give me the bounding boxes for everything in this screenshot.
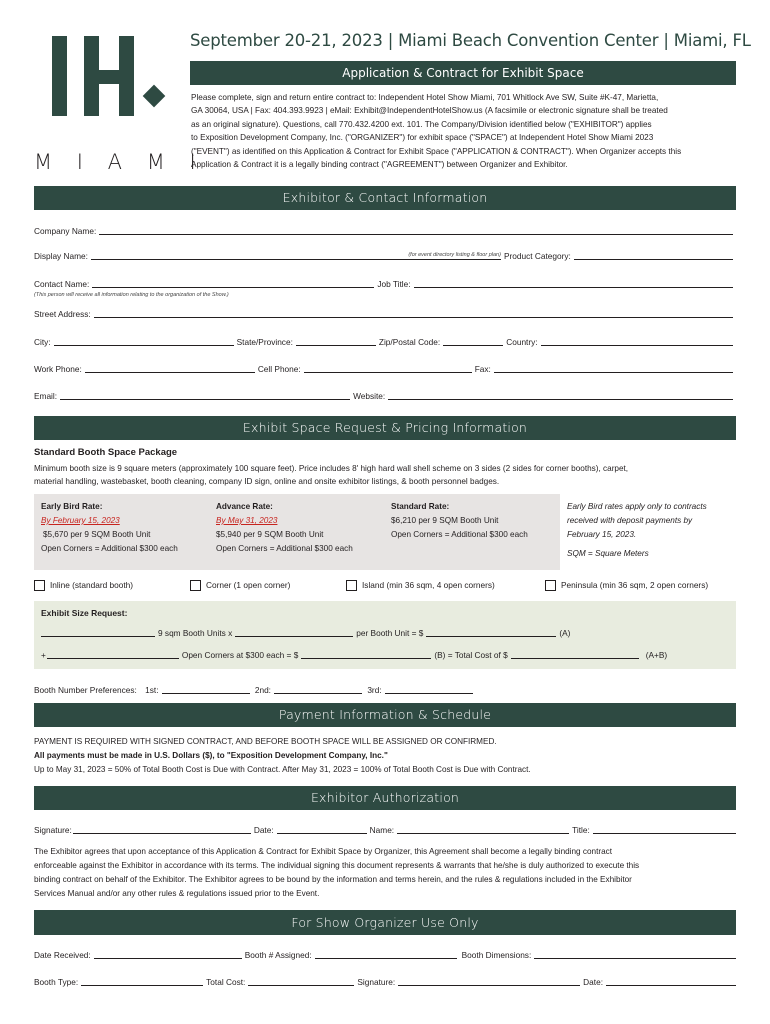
state-field[interactable]: [296, 336, 376, 346]
country-label: Country:: [506, 337, 538, 347]
city-row: [34, 336, 736, 347]
company-name-row: [34, 225, 736, 236]
early-bird-corners: Open Corners = Additional $300 each: [41, 544, 178, 553]
booth-type-label: Inline (standard booth): [50, 580, 134, 590]
size-ab-label: (A+B): [645, 650, 668, 660]
pref-2-field[interactable]: [274, 684, 362, 694]
organizer-section-title: For Show Organizer Use Only: [291, 915, 479, 930]
booth-units-field[interactable]: [41, 627, 155, 637]
logo-letter-i: [52, 36, 67, 116]
authorization-section-header: [34, 786, 736, 810]
organizer-row-1: [34, 949, 736, 960]
standard-price: $6,210 per 9 SQM Booth Unit: [391, 516, 499, 525]
organizer-date-label: Date:: [583, 977, 604, 987]
payment-line: PAYMENT IS REQUIRED WITH SIGNED CONTRACT, AND BEFORE BOOTH SPACE WILL BE ASSIGNED OR CONFIRMED.: [34, 737, 497, 746]
total-a-field[interactable]: [426, 627, 556, 637]
size-corners-label: Open Corners at $300 each = $: [181, 650, 299, 660]
display-name-field[interactable]: [91, 250, 501, 260]
booth-type-field[interactable]: [81, 976, 203, 986]
rates-note-line: received with deposit payments by: [567, 516, 693, 525]
city-label: City:: [34, 337, 51, 347]
standard-corners: Open Corners = Additional $300 each: [391, 530, 528, 539]
pref-3-field[interactable]: [385, 684, 473, 694]
rates-note-line: February 15, 2023.: [567, 530, 637, 539]
job-title-label: Job Title:: [377, 279, 411, 289]
size-per-unit-label: per Booth Unit = $: [356, 628, 424, 638]
email-row: [34, 390, 736, 401]
product-category-field[interactable]: [574, 250, 733, 260]
organizer-signature-field[interactable]: [398, 976, 580, 986]
logo-city: M I A M I: [34, 150, 205, 174]
size-request-title: Exhibit Size Request:: [41, 608, 128, 618]
event-line: September 20-21, 2023 | Miami Beach Convention Center | Miami, FL: [190, 31, 751, 50]
title-label: Title:: [572, 825, 590, 835]
street-address-row: [34, 308, 736, 319]
signature-row: [34, 824, 736, 835]
authorization-line: binding contract on behalf of the Exhibitor. The Exhibitor agrees to be bound by the information and terms herein, and the rules & regulations included in the Exhibitor: [34, 875, 632, 884]
fax-label: Fax:: [474, 364, 491, 374]
intro-line: Please complete, sign and return entire contract to: Independent Hotel Show Miami, 701 Whitlock Ave SW, Suite #K-47, Marietta,: [191, 93, 659, 102]
payment-schedule-line: Up to May 31, 2023 = 50% of Total Booth Cost is Due with Contract. After May 31, 2023 = 100% of Total Booth Cost is Due with Contract.: [34, 765, 531, 774]
standard-title: Standard Rate:: [391, 502, 450, 511]
checkbox-island[interactable]: [346, 580, 357, 591]
intro-line: to Exposition Development Company, Inc. ("ORGANIZER") for exhibit space ("SPACE") at Independent Hotel Show Miami 2023: [191, 133, 654, 143]
booth-type-label: Island (min 36 sqm, 4 open corners): [362, 580, 495, 590]
date-received-field[interactable]: [94, 949, 242, 959]
booth-type-corner[interactable]: [190, 580, 290, 591]
pricing-section-header: [34, 416, 736, 440]
display-name-row: [34, 250, 736, 261]
title-bar: [190, 61, 736, 85]
advance-price: $5,940 per 9 SQM Booth Unit: [216, 530, 324, 539]
work-phone-label: Work Phone:: [34, 364, 82, 374]
total-ab-field[interactable]: [511, 649, 639, 659]
open-corners-field[interactable]: [47, 649, 179, 659]
street-address-field[interactable]: [94, 308, 733, 318]
exhibitor-section-header: [34, 186, 736, 210]
organizer-row-2: [34, 976, 736, 987]
authorization-line: Services Manual and/or any other rules & regulations issued prior to the Event.: [34, 889, 320, 898]
booth-type-island[interactable]: [346, 580, 495, 591]
total-cost-field[interactable]: [248, 976, 354, 986]
size-units-label: 9 sqm Booth Units x: [158, 628, 233, 638]
pref-1-label: 1st:: [145, 685, 159, 695]
zip-field[interactable]: [443, 336, 503, 346]
size-request-line-2: [41, 649, 667, 660]
authorization-line: The Exhibitor agrees that upon acceptance of this Application & Contract for Exhibit Space by Organizer, this Agreement shall become a legally binding contract: [34, 847, 613, 856]
intro-line: as an original signature). Questions, call 770.432.4200 ext. 101. The Company/Division identified below ("EXHIBITOR") applies: [191, 119, 652, 129]
date-received-label: Date Received:: [34, 950, 91, 960]
payment-currency-line: All payments must be made in U.S. Dollars ($), to "Exposition Development Company, Inc.": [34, 751, 388, 760]
contact-name-label: Contact Name:: [34, 279, 90, 289]
intro-line: Application & Contract it is a legally binding contract ("AGREEMENT") between Organizer and Exhibitor.: [191, 160, 568, 170]
contact-name-field[interactable]: [92, 278, 374, 288]
package-description-line: Minimum booth size is 9 square meters (approximately 100 square feet). Price includes 8' high hard wall shell scheme on 3 sides (2 sides for corner booths), carpet,: [34, 464, 629, 473]
size-a-label: (A): [559, 628, 571, 638]
title-field[interactable]: [593, 824, 736, 834]
early-bird-title: Early Bird Rate:: [41, 502, 103, 511]
booth-preferences-row: [34, 684, 476, 695]
date-field[interactable]: [277, 824, 367, 834]
rates-note-line: Early Bird rates apply only to contracts: [567, 502, 707, 511]
title-bar-text: Application & Contract for Exhibit Space: [342, 66, 584, 80]
package-description: [34, 462, 736, 488]
standard-rate: [391, 500, 528, 542]
country-field[interactable]: [541, 336, 733, 346]
website-field[interactable]: [388, 390, 733, 400]
booth-type-peninsula[interactable]: [545, 580, 708, 591]
pricing-section-title: Exhibit Space Request & Pricing Information: [242, 420, 528, 435]
website-label: Website:: [353, 391, 386, 401]
organizer-date-field[interactable]: [606, 976, 736, 986]
organizer-section-header: [34, 910, 736, 935]
work-phone-field[interactable]: [85, 363, 255, 373]
advance-title: Advance Rate:: [216, 502, 273, 511]
display-name-label: Display Name:: [34, 251, 88, 261]
payment-section-title: Payment Information & Schedule: [278, 707, 492, 722]
preferences-label: Booth Number Preferences:: [34, 685, 137, 695]
city-field[interactable]: [54, 336, 234, 346]
display-name-note: (for event directory listing & floor plan): [408, 252, 501, 258]
name-field[interactable]: [397, 824, 569, 834]
checkbox-inline[interactable]: [34, 580, 45, 591]
payment-text: [34, 735, 736, 777]
advance-deadline: By May 31, 2023: [216, 516, 278, 525]
checkbox-peninsula[interactable]: [545, 580, 556, 591]
intro-line: ("EVENT") as identified on this Application & Contract for Exhibit Space ("APPLICATION & CONTRACT"). When Organizer accepts this: [191, 146, 682, 156]
package-description-line: material handling, wastebasket, booth cleaning, company ID sign, online and onsite exhibitor listings, & booth personnel badges.: [34, 477, 500, 486]
early-bird-rate: [41, 500, 178, 556]
authorization-line: enforceable against the Exhibitor in accordance with its terms. The individual signing this document represents & warrants that he/she is duly authorized to execute this: [34, 861, 640, 870]
signature-label: Signature:: [34, 825, 72, 835]
exhibitor-section-title: Exhibitor & Contact Information: [282, 190, 488, 205]
email-label: Email:: [34, 391, 58, 401]
phone-row: [34, 363, 736, 374]
cell-phone-field[interactable]: [304, 363, 472, 373]
package-title: Standard Booth Space Package: [34, 447, 178, 458]
fax-field[interactable]: [494, 363, 733, 373]
zip-label: Zip/Postal Code:: [378, 337, 441, 347]
size-b-label: (B) = Total Cost of $: [434, 650, 508, 660]
total-b-field[interactable]: [301, 649, 431, 659]
product-category-label: Product Category:: [503, 251, 571, 261]
date-label: Date:: [253, 825, 274, 835]
organizer-signature-label: Signature:: [357, 977, 396, 987]
pref-2-label: 2nd:: [254, 685, 271, 695]
rates-note: [567, 500, 707, 561]
job-title-field[interactable]: [414, 278, 733, 288]
advance-rate: [216, 500, 353, 556]
signature-field[interactable]: [73, 824, 251, 834]
authorization-section-title: Exhibitor Authorization: [310, 790, 460, 805]
booth-type-inline[interactable]: [34, 580, 133, 591]
logo-letter-h-right: [119, 36, 134, 116]
sqm-note: SQM = Square Meters: [567, 549, 649, 558]
checkbox-corner[interactable]: [190, 580, 201, 591]
total-cost-label: Total Cost:: [206, 977, 246, 987]
advance-corners: Open Corners = Additional $300 each: [216, 544, 353, 553]
logo-diamond: [143, 85, 166, 108]
email-field[interactable]: [60, 390, 350, 400]
intro-text: [191, 91, 737, 171]
price-per-unit-field[interactable]: [235, 627, 353, 637]
booth-assigned-field[interactable]: [315, 949, 457, 959]
intro-line: GA 30064, USA | Fax: 404.393.9923 | eMail: Exhibit@IndependentHotelShow.us (A facsimile or electronic signature shall be treated: [191, 106, 668, 116]
booth-type-label: Corner (1 open corner): [206, 580, 291, 590]
early-bird-deadline: By February 15, 2023: [41, 516, 120, 525]
booth-type-label: Peninsula (min 36 sqm, 2 open corners): [561, 580, 709, 590]
early-bird-price: $5,670 per 9 SQM Booth Unit: [43, 530, 151, 539]
size-request-line-1: [41, 627, 570, 638]
payment-section-header: [34, 703, 736, 727]
booth-dimensions-field[interactable]: [534, 949, 736, 959]
contact-name-row: [34, 278, 736, 289]
company-name-label: Company Name:: [34, 226, 97, 236]
authorization-text: [34, 845, 736, 901]
cell-phone-label: Cell Phone:: [257, 364, 301, 374]
booth-assigned-label: Booth # Assigned:: [244, 950, 312, 960]
size-plus-label: +: [41, 650, 46, 660]
company-name-field[interactable]: [99, 225, 733, 235]
state-label: State/Province:: [236, 337, 293, 347]
name-label: Name:: [369, 825, 395, 835]
pref-1-field[interactable]: [162, 684, 250, 694]
pref-3-label: 3rd:: [367, 685, 382, 695]
street-address-label: Street Address:: [34, 309, 91, 319]
booth-type-label: Booth Type:: [34, 977, 79, 987]
booth-dimensions-label: Booth Dimensions:: [461, 950, 532, 960]
contact-note: (This person will receive all information relating to the organization of the Show.): [34, 292, 229, 298]
